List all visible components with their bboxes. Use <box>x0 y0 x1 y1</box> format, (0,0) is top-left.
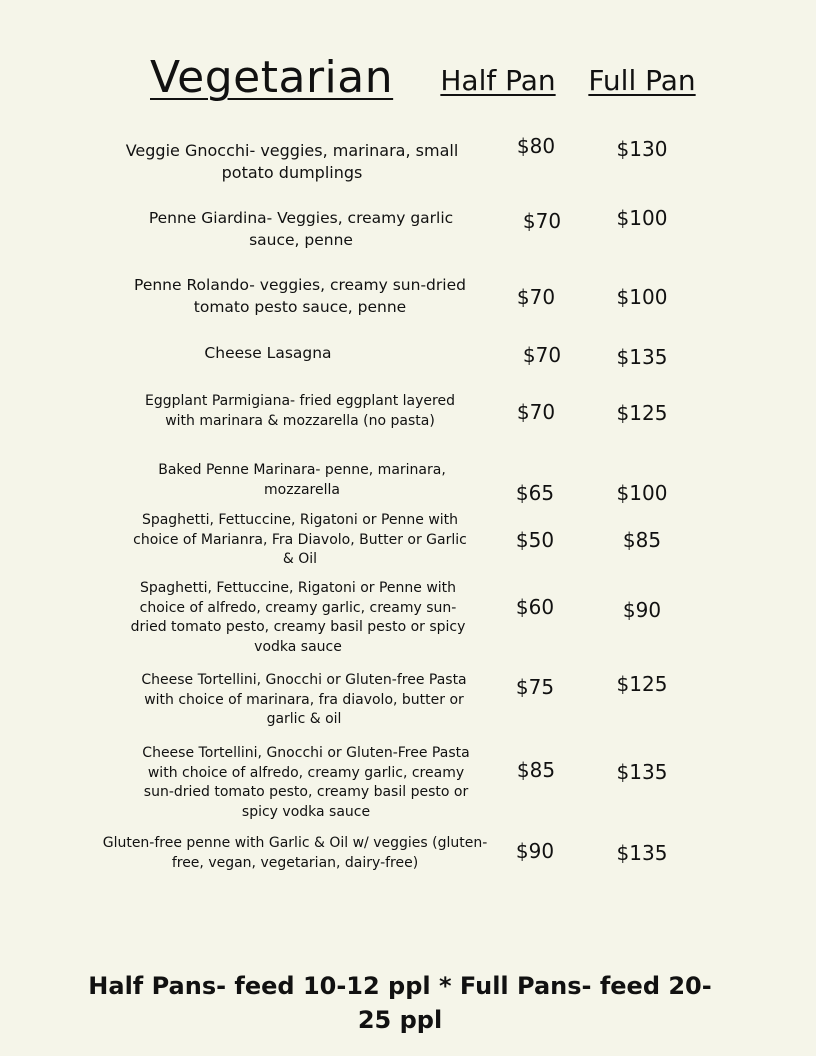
full-pan-price: $85 <box>622 528 662 552</box>
menu-item-description: Spaghetti, Fettuccine, Rigatoni or Penne with choice of alfredo, creamy garlic, creamy sun-dried tomato pesto, creamy basil pesto or spicy vodka sauce <box>130 580 466 655</box>
half-pan-price: $70 <box>516 400 556 424</box>
full-pan-price: $90 <box>622 598 662 622</box>
serving-size-note: Half Pans- feed 10-12 ppl * Full Pans- feed 20-25 ppl <box>88 972 712 1034</box>
half-pan-price: $85 <box>516 758 556 782</box>
full-pan-price: $135 <box>616 345 668 369</box>
full-pan-price: $125 <box>616 401 668 425</box>
full-pan-column-header: Full Pan <box>588 64 696 97</box>
menu-item-description: Baked Penne Marinara- penne, marinara, mozzarella <box>158 462 446 498</box>
full-pan-price: $130 <box>616 137 668 161</box>
menu-item-description: Eggplant Parmigiana- fried eggplant layered with marinara & mozzarella (no pasta) <box>145 393 455 429</box>
half-pan-price: $70 <box>522 209 562 233</box>
full-pan-price: $125 <box>616 672 668 696</box>
menu-item-description: Spaghetti, Fettuccine, Rigatoni or Penne with choice of Marianra, Fra Diavolo, Butter or Garlic & Oil <box>133 512 467 568</box>
half-pan-price: $70 <box>522 343 562 367</box>
menu-item-description: Penne Rolando- veggies, creamy sun-dried tomato pesto sauce, penne <box>134 276 466 316</box>
menu-item-description: Cheese Tortellini, Gnocchi or Gluten-free Pasta with choice of marinara, fra diavolo, butter or garlic & oil <box>141 672 467 728</box>
half-pan-price: $90 <box>515 839 555 863</box>
half-pan-price: $80 <box>516 134 556 158</box>
full-pan-price: $100 <box>616 285 668 309</box>
half-pan-price: $50 <box>515 528 555 552</box>
half-pan-price: $70 <box>516 285 556 309</box>
menu-item-description: Cheese Lasagna <box>204 344 332 362</box>
full-pan-price: $135 <box>616 841 668 865</box>
full-pan-price: $100 <box>616 481 668 505</box>
full-pan-price: $135 <box>616 760 668 784</box>
full-pan-price: $100 <box>616 206 668 230</box>
half-pan-price: $75 <box>515 675 555 699</box>
menu-item-description: Cheese Tortellini, Gnocchi or Gluten-Free Pasta with choice of alfredo, creamy garlic, creamy sun-dried tomato pesto, creamy basil pesto or spicy vodka sauce <box>142 745 470 820</box>
half-pan-price: $60 <box>515 595 555 619</box>
menu-item-description: Gluten-free penne with Garlic & Oil w/ veggies (gluten-free, vegan, vegetarian, dairy-free) <box>102 835 488 871</box>
half-pan-column-header: Half Pan <box>440 64 556 97</box>
menu-item-description: Veggie Gnocchi- veggies, marinara, small potato dumplings <box>125 141 459 183</box>
page-title: Vegetarian <box>150 52 394 103</box>
menu-item-description: Penne Giardina- Veggies, creamy garlic sauce, penne <box>148 209 454 249</box>
half-pan-price: $65 <box>515 481 555 505</box>
